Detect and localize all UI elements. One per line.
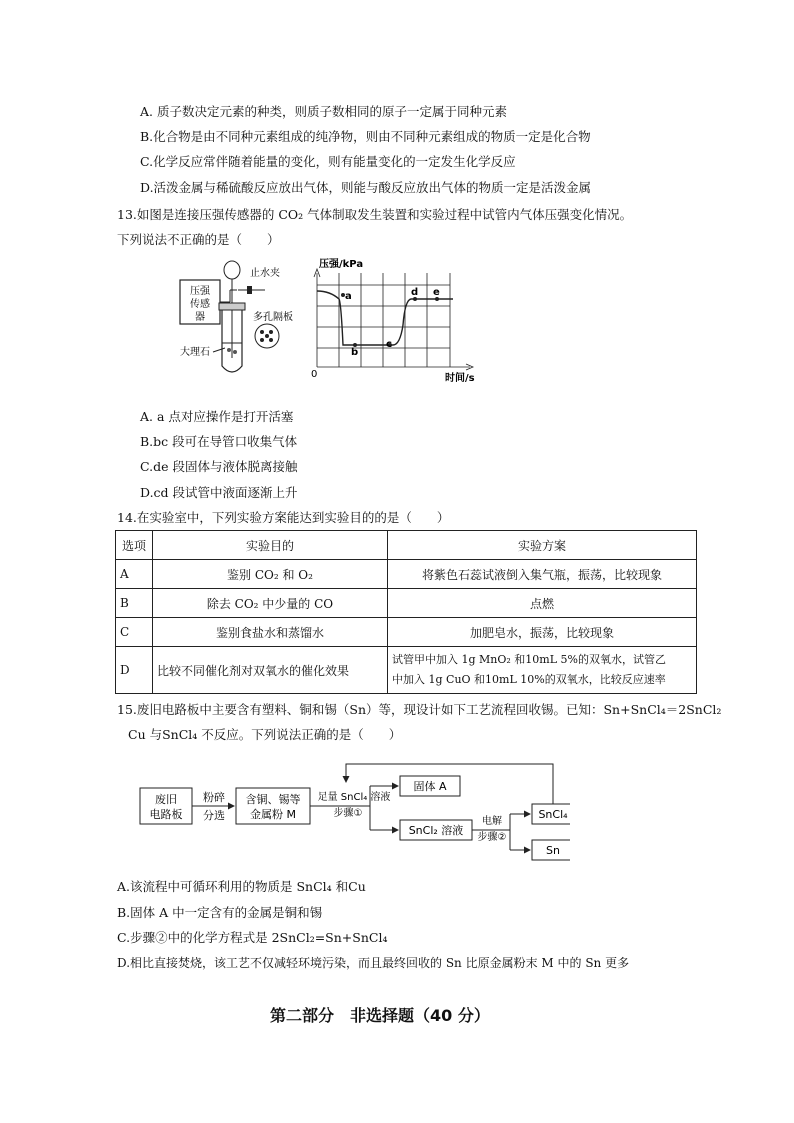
box-metal-powder-line2: 金属粉 M [250, 808, 296, 821]
graph-ylabel: 压强/kPa [319, 259, 364, 270]
row-goal: 鉴别食盐水和蒸馏水 [153, 618, 388, 647]
pressure-time-graph [305, 255, 485, 385]
row-plan: 点燃 [388, 589, 697, 618]
point-b-label: b [351, 347, 359, 358]
header-option: 选项 [116, 531, 153, 560]
table-row [116, 647, 697, 694]
q14-table [115, 530, 697, 694]
step1-label: 步骤① [333, 808, 363, 819]
q13-option-d: D.cd 段试管中液面逐渐上升 [140, 485, 298, 500]
row-goal: 除去 CO₂ 中少量的 CO [153, 589, 388, 618]
clamp-label: 止水夹 [250, 268, 280, 279]
graph-xlabel: 时间/s [445, 373, 475, 384]
point-a-label: a [345, 291, 352, 302]
box-solid-a: 固体 A [413, 780, 447, 793]
row-plan-line1: 试管甲中加入 1g MnO₂ 和10mL 5%的双氧水，试管乙 [392, 653, 666, 666]
header-goal: 实验目的 [153, 531, 388, 560]
table-row [116, 589, 697, 618]
q13-option-a: A. a 点对应操作是打开活塞 [140, 409, 294, 424]
row-option: C [116, 618, 153, 647]
q13-stem-line1: 13.如图是连接压强传感器的 CO₂ 气体制取发生装置和实验过程中试管内气体压强变化情况。 [117, 207, 633, 222]
q15-option-b: B.固体 A 中一定含有的金属是铜和锡 [117, 905, 323, 920]
q13-option-b: B.bc 段可在导管口收集气体 [140, 434, 298, 449]
q13-stem-line2: 下列说法不正确的是（ ） [117, 232, 280, 247]
q14-stem: 14.在实验室中，下列实验方案能达到实验目的的是（ ） [117, 510, 450, 525]
graph-origin: 0 [311, 369, 318, 380]
q15-option-a: A.该流程中可循环利用的物质是 SnCl₄ 和Cu [117, 879, 366, 894]
row-goal: 比较不同催化剂对双氧水的催化效果 [153, 647, 388, 694]
header-plan: 实验方案 [388, 531, 697, 560]
q13-option-c: C.de 段固体与液体脱离接触 [140, 459, 298, 474]
box-sncl2-solution: SnCl₂ 溶液 [408, 824, 464, 837]
step2-label: 步骤② [477, 832, 507, 843]
q15-option-c: C.步骤②中的化学方程式是 2SnCl₂=Sn+SnCl₄ [117, 930, 388, 945]
point-c-label: c [386, 339, 392, 350]
q12-option-c: C.化学反应常伴随着能量的变化，则有能量变化的一定发生化学反应 [140, 154, 516, 169]
arrow-crush-label: 粉碎 [203, 791, 225, 804]
q15-option-d: D.相比直接焚烧，该工艺不仅减轻环境污染，而且最终回收的 Sn 比原金属粉末 M 中的 Sn 更多 [117, 956, 630, 970]
q15-stem-line1: 15.废旧电路板中主要含有塑料、铜和锡（Sn）等，现设计如下工艺流程回收锡。已知：Sn+SnCl₄＝2SnCl₂ [117, 702, 722, 717]
box-metal-powder-line1: 含铜、锡等 [245, 793, 301, 806]
table-header-row [116, 531, 697, 560]
sensor-label-1: 压强 [190, 286, 210, 297]
tin-recovery-flowchart [130, 752, 570, 870]
arrow-sort-label: 分选 [203, 809, 225, 822]
co2-apparatus-diagram [175, 258, 305, 383]
electrolysis-label: 电解 [482, 816, 502, 827]
box-sn: Sn [546, 844, 560, 857]
row-plan: 加肥皂水，振荡，比较现象 [388, 618, 697, 647]
row-option: A [116, 560, 153, 589]
part-two-heading: 第二部分 非选择题（40 分） [270, 1006, 490, 1025]
row-plan-line2: 中加入 1g CuO 和10mL 10%的双氧水，比较反应速率 [392, 673, 666, 686]
row-goal: 鉴别 CO₂ 和 O₂ [153, 560, 388, 589]
box-circuit-board-line2: 电路板 [149, 808, 183, 821]
box-circuit-board-line1: 废旧 [155, 793, 177, 806]
row-plan: 将紫色石蕊试液倒入集气瓶，振荡，比较现象 [388, 560, 697, 589]
q12-option-a: A. 质子数决定元素的种类，则质子数相同的原子一定属于同种元素 [140, 104, 507, 119]
row-option: B [116, 589, 153, 618]
point-e-label: e [433, 287, 440, 298]
table-row [116, 618, 697, 647]
q12-option-b: B.化合物是由不同种元素组成的纯净物，则由不同种元素组成的物质一定是化合物 [140, 129, 591, 144]
point-d-label: d [411, 287, 419, 298]
marble-label: 大理石 [180, 347, 210, 358]
sensor-label-3: 器 [195, 312, 205, 323]
table-row [116, 560, 697, 589]
q12-option-d: D.活泼金属与稀硫酸反应放出气体，则能与酸反应放出气体的物质一定是活泼金属 [140, 180, 592, 195]
q15-stem-line2: Cu 与SnCl₄ 不反应。下列说法正确的是（ ） [128, 727, 402, 742]
row-plan [388, 647, 697, 694]
row-option: D [116, 647, 153, 694]
reagent-label: 足量 SnCl₄ 溶液 [317, 792, 391, 803]
plate-label: 多孔隔板 [253, 312, 293, 323]
box-sncl4: SnCl₄ [538, 808, 568, 821]
sensor-label-2: 传感 [190, 299, 210, 310]
